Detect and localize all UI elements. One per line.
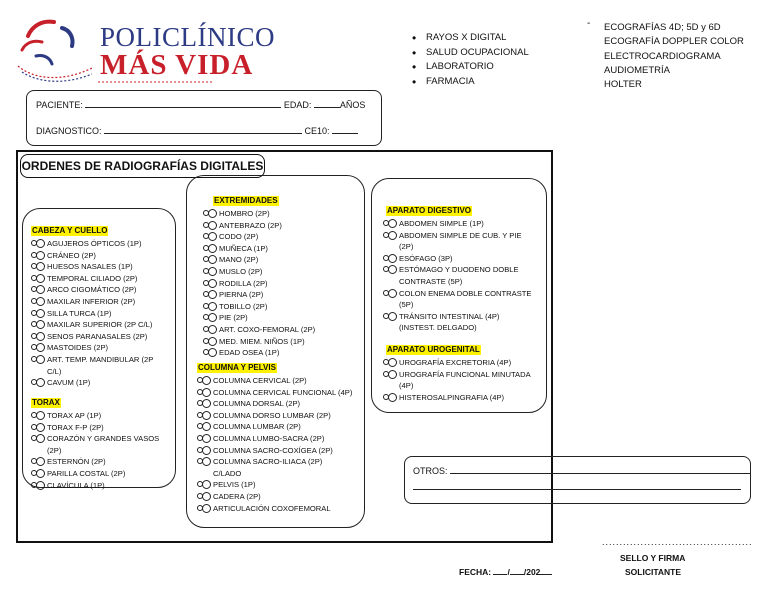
checkbox-circle-icon[interactable] xyxy=(202,376,211,385)
item-label: RODILLA (2P) xyxy=(219,278,268,288)
checklist-item[interactable] xyxy=(31,331,153,343)
fecha-label: FECHA: xyxy=(459,567,492,577)
checklist-item[interactable] xyxy=(203,324,315,336)
checkbox-circle-icon[interactable] xyxy=(202,492,211,501)
item-label: COLUMNA CERVICAL FUNCIONAL (4P) xyxy=(213,387,353,397)
checkbox-circle-icon[interactable] xyxy=(202,422,211,431)
checklist-item[interactable] xyxy=(203,243,315,255)
checkbox-circle-icon[interactable] xyxy=(36,457,45,466)
checkbox-circle-icon[interactable] xyxy=(208,267,217,276)
checklist-item[interactable] xyxy=(31,319,153,331)
checkbox-circle-icon[interactable] xyxy=(388,312,397,321)
checkbox-circle-icon[interactable] xyxy=(36,309,45,318)
item-label: EDAD OSEA (1P) xyxy=(219,348,280,358)
checkbox-circle-icon[interactable] xyxy=(36,251,45,260)
checklist-item[interactable] xyxy=(197,433,352,445)
section-title: EXTREMIDADES xyxy=(214,196,278,205)
checklist-item[interactable] xyxy=(197,456,352,468)
service-item: • FARMACIA xyxy=(408,75,529,90)
item-label: MUSLO (2P) xyxy=(219,266,263,276)
otros-field-1[interactable] xyxy=(450,465,750,474)
service-item: ELECTROCARDIOGRAMA xyxy=(604,50,721,62)
checklist-item[interactable] xyxy=(203,289,315,301)
item-label-continuation: CONTRASTE (5P) xyxy=(399,276,463,286)
item-label: ABDOMEN SIMPLE (1P) xyxy=(399,219,484,228)
fecha-year-field[interactable] xyxy=(540,566,552,575)
item-label: ART. COXO-FEMORAL (2P) xyxy=(219,324,316,334)
paciente-field[interactable] xyxy=(85,99,281,108)
item-label: HOMBRO (2P) xyxy=(219,209,270,218)
item-label: COLUMNA LUMBO-SACRA (2P) xyxy=(213,433,325,443)
item-label: COLUMNA DORSAL (2P) xyxy=(213,399,301,409)
diagnostico-label: DIAGNOSTICO: xyxy=(36,126,102,136)
checkbox-circle-icon[interactable] xyxy=(208,279,217,288)
section-title: APARATO UROGENITAL xyxy=(387,345,480,354)
anos-label: AÑOS xyxy=(339,100,366,110)
checklist-item[interactable] xyxy=(31,480,159,492)
form-title: ORDENES DE RADIOGRAFÍAS DIGITALES xyxy=(20,154,265,178)
section-title: COLUMNA Y PELVIS xyxy=(198,363,276,372)
checklist-item[interactable] xyxy=(31,284,153,296)
edad-field[interactable] xyxy=(314,99,340,108)
checklist-item[interactable] xyxy=(31,410,159,422)
checklist-item[interactable] xyxy=(203,220,315,232)
checkbox-circle-icon[interactable] xyxy=(388,219,397,228)
item-label: COLUMNA LUMBAR (2P) xyxy=(213,422,301,432)
checkbox-circle-icon[interactable] xyxy=(388,393,397,402)
checklist-item[interactable] xyxy=(383,218,532,230)
service-item: HOLTER xyxy=(604,79,642,91)
checkbox-circle-icon[interactable] xyxy=(36,262,45,271)
checkbox-circle-icon[interactable] xyxy=(36,239,45,248)
checklist-item[interactable] xyxy=(31,273,153,285)
checkbox-circle-icon[interactable] xyxy=(388,265,397,274)
checkbox-circle-icon[interactable] xyxy=(202,434,211,443)
item-label: CLAVÍCULA (1P) xyxy=(47,480,105,490)
item-label: ARTICULACIÓN COXOFEMORAL xyxy=(213,503,331,513)
item-label: MED. MIEM. NIÑOS (1P) xyxy=(219,336,305,346)
checkbox-circle-icon[interactable] xyxy=(208,221,217,230)
service-item: ECOGRAFÍAS 4D; 5D y 6D xyxy=(604,22,721,33)
checkbox-circle-icon[interactable] xyxy=(202,399,211,408)
checklist-item[interactable] xyxy=(31,261,153,273)
section-title: TORAX xyxy=(32,398,60,407)
checklist-item[interactable] xyxy=(197,479,352,491)
cie-label: CE10: xyxy=(304,126,330,136)
checkbox-circle-icon[interactable] xyxy=(36,297,45,306)
item-label: MAXILAR SUPERIOR (2P C/L) xyxy=(47,320,153,330)
checkbox-circle-icon[interactable] xyxy=(202,388,211,397)
item-label: ESÓFAGO (3P) xyxy=(399,253,453,263)
checklist-item[interactable] xyxy=(31,433,159,445)
edad-label: EDAD: xyxy=(283,100,312,110)
checklist-item[interactable] xyxy=(383,392,531,404)
checklist-item[interactable] xyxy=(197,421,352,433)
checklist-item[interactable] xyxy=(197,387,352,399)
item-label: ABDOMEN SIMPLE DE CUB. Y PIE xyxy=(399,230,522,240)
checklist-item[interactable] xyxy=(197,398,352,410)
solicitante-label: SOLICITANTE xyxy=(625,567,682,577)
diagnostico-field[interactable] xyxy=(104,125,302,134)
item-label-continuation: (2P) xyxy=(399,242,414,252)
item-label-continuation: (INSTEST. DELGADO) xyxy=(399,323,477,333)
item-label: COLON ENEMA DOBLE CONTRASTE xyxy=(399,288,532,298)
checklist-item[interactable] xyxy=(383,230,532,242)
checklist-item[interactable] xyxy=(31,308,153,320)
checkbox-circle-icon[interactable] xyxy=(36,332,45,341)
checklist-item[interactable] xyxy=(31,422,159,434)
otros-box xyxy=(404,456,751,504)
checklist-item[interactable] xyxy=(383,357,531,369)
item-label: MUÑECA (1P) xyxy=(219,243,268,253)
checklist-item[interactable] xyxy=(31,238,153,250)
checkbox-circle-icon[interactable] xyxy=(36,469,45,478)
item-label: PIE (2P) xyxy=(219,313,248,323)
item-label: AGUJEROS ÓPTICOS (1P) xyxy=(47,239,142,248)
checklist-item[interactable] xyxy=(383,264,532,276)
item-label-continuation: (4P) xyxy=(399,381,414,391)
item-label: ESTÓMAGO Y DUODENO DOBLE xyxy=(399,265,519,275)
item-label: CRÁNEO (2P) xyxy=(47,250,96,260)
checklist-item[interactable] xyxy=(203,278,315,290)
service-item: • SALUD OCUPACIONAL xyxy=(408,46,529,61)
item-label: CODO (2P) xyxy=(219,232,259,242)
item-label-continuation: C/L) xyxy=(47,366,62,376)
logo-underline xyxy=(98,80,212,84)
item-label: TRÁNSITO INTESTINAL (4P) xyxy=(399,311,500,321)
checklist-item[interactable] xyxy=(383,311,532,323)
item-label: MASTOIDES (2P) xyxy=(47,343,109,353)
otros-field-2[interactable] xyxy=(413,481,741,490)
checklist-item[interactable] xyxy=(197,375,352,387)
checklist-item[interactable] xyxy=(31,342,153,354)
item-label-continuation: (5P) xyxy=(399,300,414,310)
item-label: TORAX AP (1P) xyxy=(47,411,102,420)
item-label-continuation: (2P) xyxy=(47,445,62,455)
checklist-item[interactable] xyxy=(31,354,153,366)
paciente-label: PACIENTE: xyxy=(36,100,83,110)
checklist-item[interactable] xyxy=(197,503,352,515)
checkbox-circle-icon[interactable] xyxy=(36,274,45,283)
checkbox-circle-icon[interactable] xyxy=(36,411,45,420)
item-label: TOBILLO (2P) xyxy=(219,301,268,311)
checkbox-circle-icon[interactable] xyxy=(208,255,217,264)
fecha-month-field[interactable] xyxy=(510,566,524,575)
checklist-item[interactable] xyxy=(203,301,315,313)
checkbox-circle-icon[interactable] xyxy=(388,231,397,240)
item-label: UROGRAFÍA FUNCIONAL MINUTADA xyxy=(399,369,531,379)
fecha-day-field[interactable] xyxy=(493,566,507,575)
fecha-year: /202 xyxy=(523,567,541,577)
checklist-item[interactable] xyxy=(31,296,153,308)
logo xyxy=(14,14,275,84)
patient-box xyxy=(26,90,382,146)
checklist-item[interactable] xyxy=(31,468,159,480)
checklist-item[interactable] xyxy=(31,377,153,389)
checklist-item[interactable] xyxy=(383,288,532,300)
checkbox-circle-icon[interactable] xyxy=(202,411,211,420)
service-item: • LABORATORIO xyxy=(408,60,529,75)
checklist-item[interactable] xyxy=(383,369,531,381)
checklist-item[interactable] xyxy=(203,254,315,266)
item-label: MANO (2P) xyxy=(219,255,259,265)
item-label: HUESOS NASALES (1P) xyxy=(47,262,133,272)
checkbox-circle-icon[interactable] xyxy=(36,378,45,387)
checkbox-circle-icon[interactable] xyxy=(208,313,217,322)
checklist-item[interactable] xyxy=(197,445,352,457)
section-columna xyxy=(197,357,352,514)
checkbox-circle-icon[interactable] xyxy=(208,348,217,357)
fecha-row: FECHA: / /202 xyxy=(459,566,552,577)
item-label: HISTEROSALPINGRAFIA (4P) xyxy=(399,392,505,402)
checkbox-circle-icon[interactable] xyxy=(208,325,217,334)
item-label-continuation: C/LADO xyxy=(213,468,242,478)
section-urogenital xyxy=(383,339,531,403)
checklist-item[interactable] xyxy=(203,312,315,324)
section-cabeza xyxy=(31,220,153,389)
checkbox-circle-icon[interactable] xyxy=(388,358,397,367)
checkbox-circle-icon[interactable] xyxy=(208,232,217,241)
service-item: • RAYOS X DIGITAL xyxy=(408,31,529,46)
item-label: SILLA TURCA (1P) xyxy=(47,308,112,318)
checklist-item[interactable] xyxy=(203,231,315,243)
item-label: PARILLA COSTAL (2P) xyxy=(47,468,126,478)
item-label: COLUMNA SACRO-COXÍGEA (2P) xyxy=(213,445,333,455)
item-label: COLUMNA DORSO LUMBAR (2P) xyxy=(213,410,331,420)
logo-line2: MÁS VIDA xyxy=(100,49,254,81)
checkbox-circle-icon[interactable] xyxy=(36,434,45,443)
checklist-item[interactable] xyxy=(203,336,315,348)
checkbox-circle-icon[interactable] xyxy=(202,480,211,489)
item-label: PELVIS (1P) xyxy=(213,480,256,490)
checkbox-circle-icon[interactable] xyxy=(36,355,45,364)
checklist-item[interactable] xyxy=(383,253,532,265)
checkbox-circle-icon[interactable] xyxy=(36,285,45,294)
item-label: CAVUM (1P) xyxy=(47,378,91,388)
checklist-item[interactable] xyxy=(203,208,315,220)
checklist-item[interactable] xyxy=(197,491,352,503)
item-label: SENOS PARANASALES (2P) xyxy=(47,331,148,341)
checklist-item[interactable] xyxy=(197,410,352,422)
service-item: AUDIOMETRÍA xyxy=(604,64,670,76)
cie-field[interactable] xyxy=(332,125,358,134)
item-label: MAXILAR INFERIOR (2P) xyxy=(47,296,136,306)
checkbox-circle-icon[interactable] xyxy=(208,290,217,299)
section-torax xyxy=(31,392,159,491)
service-item: ECOGRAFÍA DOPPLER COLOR xyxy=(604,36,744,48)
dash-mark: - xyxy=(587,18,591,29)
checkbox-circle-icon[interactable] xyxy=(388,254,397,263)
item-label: CORAZÓN Y GRANDES VASOS xyxy=(47,434,160,444)
section-title: CABEZA Y CUELLO xyxy=(32,226,108,235)
services-left-list xyxy=(408,31,529,89)
item-label: TORAX F-P (2P) xyxy=(47,422,104,432)
checkbox-circle-icon[interactable] xyxy=(202,457,211,466)
section-extremidades xyxy=(203,190,315,359)
logo-mark-icon xyxy=(14,16,94,82)
checkbox-circle-icon[interactable] xyxy=(208,244,217,253)
item-label: PIERNA (2P) xyxy=(219,290,264,300)
logo-line1: POLICLÍNICO xyxy=(100,22,275,52)
checkbox-circle-icon[interactable] xyxy=(202,446,211,455)
checkbox-circle-icon[interactable] xyxy=(36,343,45,352)
otros-label: OTROS: xyxy=(413,466,448,476)
item-label: ART. TEMP. MANDIBULAR (2P xyxy=(47,354,154,364)
checkbox-circle-icon[interactable] xyxy=(202,504,211,513)
signature-line[interactable]: ........................................... xyxy=(602,537,753,547)
services-right-list xyxy=(604,21,744,92)
item-label: TEMPORAL CILIADO (2P) xyxy=(47,273,138,283)
checkbox-circle-icon[interactable] xyxy=(36,481,45,490)
sello-label: SELLO Y FIRMA xyxy=(620,553,686,563)
item-label: COLUMNA SACRO-ILIACA (2P) xyxy=(213,457,323,467)
section-digestivo xyxy=(383,200,532,334)
checkbox-circle-icon[interactable] xyxy=(36,423,45,432)
item-label: ANTEBRAZO (2P) xyxy=(219,220,282,230)
checkbox-circle-icon[interactable] xyxy=(208,302,217,311)
item-label: CADERA (2P) xyxy=(213,491,261,501)
checklist-item[interactable] xyxy=(31,456,159,468)
checkbox-circle-icon[interactable] xyxy=(208,209,217,218)
checklist-item[interactable] xyxy=(31,250,153,262)
section-title: APARATO DIGESTIVO xyxy=(387,206,472,215)
checklist-item[interactable] xyxy=(203,266,315,278)
checkbox-circle-icon[interactable] xyxy=(36,320,45,329)
item-label: UROGRAFÍA EXCRETORIA (4P) xyxy=(399,358,512,367)
checkbox-circle-icon[interactable] xyxy=(208,337,217,346)
checkbox-circle-icon[interactable] xyxy=(388,370,397,379)
item-label: ESTERNÓN (2P) xyxy=(47,457,106,467)
item-label: ARCO CIGOMÁTICO (2P) xyxy=(47,285,137,295)
checkbox-circle-icon[interactable] xyxy=(388,289,397,298)
item-label: COLUMNA CERVICAL (2P) xyxy=(213,376,307,385)
